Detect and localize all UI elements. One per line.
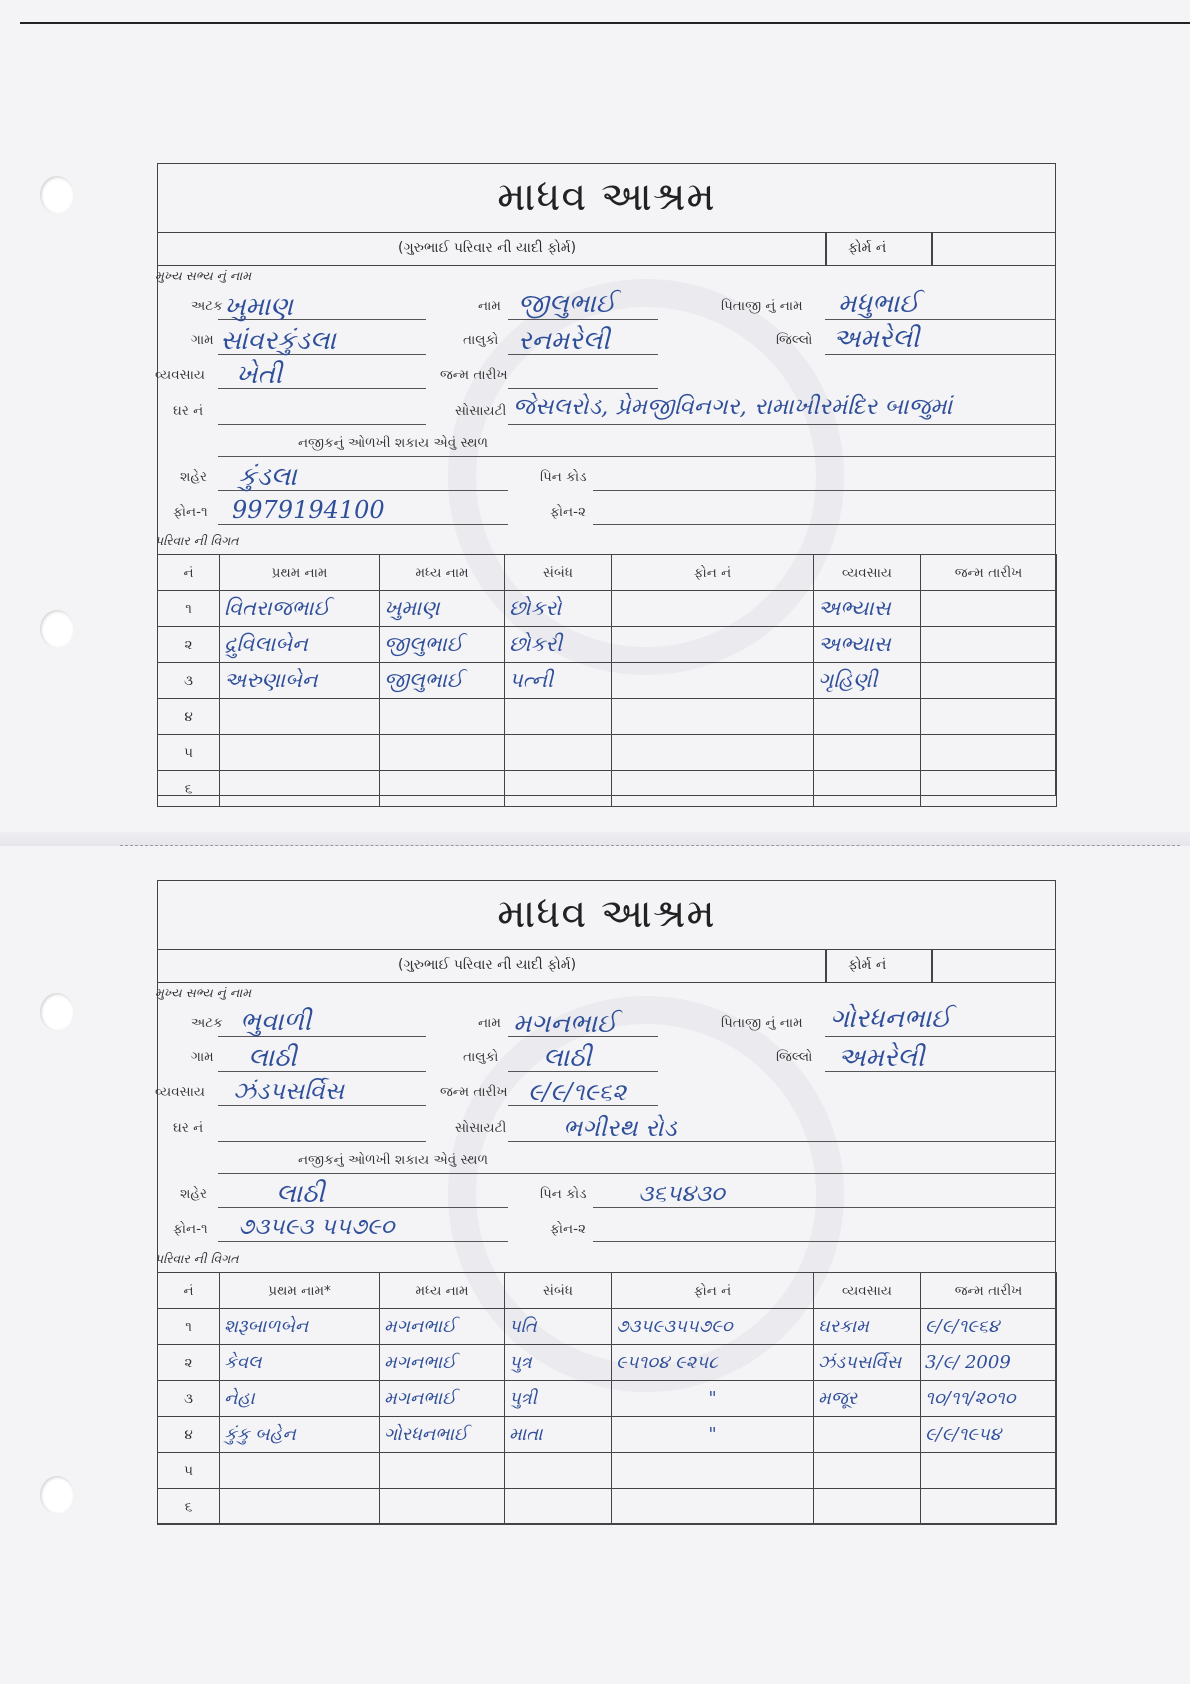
dob-cell[interactable]	[921, 1417, 1057, 1453]
phone-cell[interactable]	[612, 1345, 814, 1381]
first-name-cell[interactable]	[220, 1345, 380, 1381]
row-number: ૨	[158, 1345, 220, 1381]
name-value: જીલુભાઈ	[518, 289, 616, 319]
table-row	[158, 771, 1057, 807]
dob-value: ૯/૯/૧૯૬૨	[528, 1078, 627, 1106]
col-header: જન્મ તારીખ	[921, 1273, 1057, 1309]
row-number: ૩	[158, 1381, 220, 1417]
row-number: ૧	[158, 591, 220, 627]
society-value: ભગીરથ રોડ	[563, 1114, 677, 1142]
society-label: સોસાયટી	[455, 403, 507, 419]
row-number: ૧	[158, 1309, 220, 1345]
house-no-label: ઘર નં	[173, 1120, 204, 1136]
cell-value: 3/૯/ 2009	[925, 1352, 1011, 1373]
house-no-label: ઘર નં	[173, 403, 204, 419]
taluka-label: તાલુકો	[463, 332, 499, 348]
row-number: ૫	[158, 1453, 220, 1489]
table-row	[158, 735, 1057, 771]
middle-name-cell[interactable]	[380, 735, 505, 771]
cell-value: પુત્રી	[509, 1388, 537, 1409]
father-name-label: પિતાજી નું નામ	[721, 298, 803, 314]
phone-cell[interactable]	[612, 1489, 814, 1525]
dob-cell[interactable]	[921, 1489, 1057, 1525]
cell-value: કેવલ	[224, 1352, 262, 1373]
divider	[931, 233, 933, 265]
cell-value: મજૂર	[818, 1388, 858, 1409]
phone2-field[interactable]	[593, 524, 1055, 525]
district-label: જિલ્લો	[776, 332, 813, 348]
form-title: માધવ આશ્રમ	[497, 891, 716, 937]
surname-value: ખુમાણ	[224, 292, 293, 322]
district-label: જિલ્લો	[776, 1049, 813, 1065]
phone-cell[interactable]	[612, 1381, 814, 1417]
village-label: ગામ	[191, 332, 214, 348]
taluka-value: લાઠી	[543, 1043, 592, 1073]
col-header: વ્યવસાય	[814, 1273, 921, 1309]
first-name-cell[interactable]	[220, 663, 380, 699]
occupation-value: ખેતી	[236, 360, 283, 390]
phone1-field[interactable]	[218, 1241, 508, 1242]
middle-name-cell[interactable]	[380, 627, 505, 663]
cell-value: અભ્યાસ	[818, 596, 891, 620]
cell-value: પતિ	[509, 1316, 537, 1337]
cell-value: ૯/૯/૧૯૫૪	[925, 1424, 1001, 1445]
name-label: નામ	[478, 298, 501, 314]
divider	[931, 950, 933, 982]
row-number: ૩	[158, 663, 220, 699]
occupation-cell[interactable]	[814, 735, 921, 771]
phone2-field[interactable]	[593, 1241, 1055, 1242]
cell-value: મગનભાઈ	[384, 1388, 456, 1409]
table-row	[158, 591, 1057, 627]
middle-name-cell[interactable]	[380, 591, 505, 627]
form-number-label: ફોર્મ નં	[848, 240, 887, 256]
cell-value: ગૃહિણી	[818, 668, 878, 692]
occupation-cell[interactable]	[814, 627, 921, 663]
cell-value: છોકરી	[509, 632, 563, 656]
house-no-field[interactable]	[218, 424, 426, 425]
city-label: શહેર	[180, 1186, 207, 1202]
phone1-field[interactable]	[218, 524, 508, 525]
surname-label: અટક	[191, 1015, 223, 1031]
occupation-cell[interactable]	[814, 1489, 921, 1525]
pincode-field[interactable]	[593, 1207, 1055, 1208]
pincode-field[interactable]	[593, 490, 1055, 491]
occupation-cell[interactable]	[814, 1309, 921, 1345]
relation-cell[interactable]	[505, 1489, 612, 1525]
punch-hole	[40, 176, 74, 214]
relation-cell[interactable]	[505, 627, 612, 663]
pincode-label: પિન કોડ	[540, 1186, 587, 1202]
dob-cell[interactable]	[921, 699, 1057, 735]
relation-cell[interactable]	[505, 699, 612, 735]
dob-cell[interactable]	[921, 735, 1057, 771]
table-row	[158, 699, 1057, 735]
phone-cell[interactable]	[612, 591, 814, 627]
cell-value: જીલુભાઈ	[384, 632, 463, 656]
col-header: ફોન નં	[612, 555, 814, 591]
relation-cell[interactable]	[505, 771, 612, 807]
first-name-cell[interactable]	[220, 699, 380, 735]
cell-value: અભ્યાસ	[818, 632, 891, 656]
middle-name-cell[interactable]	[380, 1345, 505, 1381]
relation-cell[interactable]	[505, 735, 612, 771]
col-header: મધ્ય નામ	[380, 1273, 505, 1309]
family-table	[157, 1272, 1057, 1525]
relation-cell[interactable]	[505, 1453, 612, 1489]
form-subheader	[158, 949, 1055, 983]
occupation-cell[interactable]	[814, 663, 921, 699]
phone-cell[interactable]	[612, 699, 814, 735]
phone-cell[interactable]	[612, 1453, 814, 1489]
first-name-cell[interactable]	[220, 771, 380, 807]
first-name-cell[interactable]	[220, 591, 380, 627]
dob-cell[interactable]	[921, 663, 1057, 699]
cell-value: ઘરકામ	[818, 1316, 869, 1337]
society-label: સોસાયટી	[455, 1120, 507, 1136]
cell-value: મગનભાઈ	[384, 1352, 456, 1373]
society-value: જેસલરોડ, પ્રેમજીવિનગર, રામાખીરમંદિર બાજુમાં	[513, 394, 953, 420]
cell-value: જીલુભાઈ	[384, 668, 463, 692]
phone1-label: ફોન-૧	[173, 1221, 208, 1237]
city-value: લાઠી	[276, 1179, 325, 1209]
cell-value: ૭૩૫૯૩૫૫૭૯૦	[616, 1316, 733, 1337]
village-value: સાંવરકુંડલા	[220, 326, 336, 356]
relation-cell[interactable]	[505, 1381, 612, 1417]
punch-hole	[40, 610, 74, 648]
name-label: નામ	[478, 1015, 501, 1031]
col-header: પ્રથમ નામ	[220, 555, 380, 591]
village-label: ગામ	[191, 1049, 214, 1065]
occupation-cell[interactable]	[814, 1345, 921, 1381]
dob-cell[interactable]	[921, 1345, 1057, 1381]
first-name-cell[interactable]	[220, 1489, 380, 1525]
table-row	[158, 627, 1057, 663]
surname-label: અટક	[191, 298, 223, 314]
relation-cell[interactable]	[505, 1345, 612, 1381]
first-name-cell[interactable]	[220, 1381, 380, 1417]
occupation-cell[interactable]	[814, 1381, 921, 1417]
dob-label: જન્મ તારીખ	[440, 1084, 508, 1100]
row-number: ૪	[158, 1417, 220, 1453]
section-family: પરિવાર ની વિગત	[155, 1251, 239, 1266]
cell-value: ૯૫૧૦૪ ૯૨૫૮	[616, 1352, 718, 1373]
first-name-cell[interactable]	[220, 1417, 380, 1453]
phone2-label: ફોન-૨	[550, 504, 586, 520]
father-name-value: ગોરધનભાઈ	[830, 1004, 952, 1034]
occupation-field[interactable]	[218, 1105, 426, 1106]
dob-cell[interactable]	[921, 591, 1057, 627]
dob-cell[interactable]	[921, 1453, 1057, 1489]
middle-name-cell[interactable]	[380, 1381, 505, 1417]
phone1-label: ફોન-૧	[173, 504, 208, 520]
table-header-row	[158, 1273, 1057, 1309]
first-name-cell[interactable]	[220, 1453, 380, 1489]
district-value: અમરેલી	[838, 1043, 925, 1073]
father-name-value: મધુભાઈ	[838, 289, 920, 319]
name-field[interactable]	[508, 319, 658, 320]
occupation-cell[interactable]	[814, 591, 921, 627]
village-value: લાઠી	[248, 1043, 297, 1073]
cell-value: ખુમાણ	[384, 596, 440, 620]
father-name-field[interactable]	[825, 1036, 1055, 1037]
dob-cell[interactable]	[921, 771, 1057, 807]
table-row	[158, 1453, 1057, 1489]
middle-name-cell[interactable]	[380, 1417, 505, 1453]
phone-cell[interactable]	[612, 735, 814, 771]
cell-value: કુંકુ બહેન	[224, 1424, 296, 1445]
col-header: જન્મ તારીખ	[921, 555, 1057, 591]
relation-cell[interactable]	[505, 663, 612, 699]
dob-cell[interactable]	[921, 1381, 1057, 1417]
middle-name-cell[interactable]	[380, 699, 505, 735]
landmark-label: નજીકનું ઓળખી શકાય એવું સ્થળ	[298, 435, 489, 451]
cell-value: મગનભાઈ	[384, 1316, 456, 1337]
phone-cell[interactable]	[612, 1417, 814, 1453]
occupation-label: વ્યવસાય	[155, 1084, 205, 1100]
first-name-cell[interactable]	[220, 735, 380, 771]
table-header-row	[158, 555, 1057, 591]
col-header: નં	[158, 1273, 220, 1309]
section-family: પરિવાર ની વિગત	[155, 533, 239, 548]
district-field[interactable]	[825, 354, 1055, 355]
table-row	[158, 1309, 1057, 1345]
occupation-cell[interactable]	[814, 699, 921, 735]
table-row	[158, 1381, 1057, 1417]
landmark-field[interactable]	[218, 1173, 1055, 1174]
district-value: અમરેલી	[833, 324, 920, 354]
section-main-member: મુખ્ય સભ્ય નું નામ	[155, 985, 252, 1000]
family-form-1	[157, 163, 1056, 796]
cut-line	[120, 845, 1180, 846]
punch-hole	[40, 1476, 74, 1514]
family-table	[157, 554, 1057, 807]
relation-cell[interactable]	[505, 1309, 612, 1345]
landmark-field[interactable]	[218, 456, 1055, 457]
taluka-label: તાલુકો	[463, 1049, 499, 1065]
relation-cell[interactable]	[505, 591, 612, 627]
divider	[825, 233, 827, 265]
table-row	[158, 1417, 1057, 1453]
cell-value: શરૂબાળબેન	[224, 1316, 309, 1337]
pincode-value: ૩૬૫૪૩૦	[638, 1181, 725, 1207]
father-name-field[interactable]	[825, 319, 1055, 320]
pincode-label: પિન કોડ	[540, 469, 587, 485]
occupation-value: ઝંડપસર્વિસ	[233, 1077, 344, 1105]
row-number: ૬	[158, 1489, 220, 1525]
middle-name-cell[interactable]	[380, 663, 505, 699]
col-header: સંબંધ	[505, 555, 612, 591]
col-header: સંબંધ	[505, 1273, 612, 1309]
cell-value: "	[708, 1424, 717, 1445]
house-no-field[interactable]	[218, 1141, 426, 1142]
row-number: ૬	[158, 771, 220, 807]
middle-name-cell[interactable]	[380, 1489, 505, 1525]
taluka-value: રનમરેલી	[518, 326, 610, 356]
phone1-value: ૭૩૫૯૩ ૫૫૭૯૦	[238, 1214, 395, 1240]
occupation-label: વ્યવસાય	[155, 367, 205, 383]
section-main-member: મુખ્ય સભ્ય નું નામ	[155, 268, 252, 283]
cell-value: ઝંડપસર્વિસ	[818, 1352, 902, 1373]
society-field[interactable]	[508, 424, 1055, 425]
cell-value: ગોરધનભાઈ	[384, 1424, 468, 1445]
phone1-value: 9979194100	[232, 496, 385, 524]
cell-value: છોકરો	[509, 596, 562, 620]
col-header: પ્રથમ નામ*	[220, 1273, 380, 1309]
father-name-label: પિતાજી નું નામ	[721, 1015, 803, 1031]
cell-value: પુત્ર	[509, 1352, 532, 1373]
col-header: મધ્ય નામ	[380, 555, 505, 591]
relation-cell[interactable]	[505, 1417, 612, 1453]
phone-cell[interactable]	[612, 663, 814, 699]
row-number: ૫	[158, 735, 220, 771]
city-field[interactable]	[218, 1207, 508, 1208]
first-name-cell[interactable]	[220, 627, 380, 663]
form-subheader	[158, 232, 1055, 266]
col-header: નં	[158, 555, 220, 591]
city-value: કુંડલા	[238, 462, 297, 492]
cell-value: પત્ની	[509, 668, 554, 692]
name-value: મગનભાઈ	[513, 1009, 617, 1039]
cell-value: નેહા	[224, 1388, 255, 1409]
middle-name-cell[interactable]	[380, 1453, 505, 1489]
form-title: માધવ આશ્રમ	[497, 174, 716, 220]
form-subtitle: (ગુરુભાઈ પરિવાર ની યાદી ફોર્મ)	[398, 957, 577, 973]
phone-cell[interactable]	[612, 771, 814, 807]
phone2-label: ફોન-૨	[550, 1221, 586, 1237]
col-header: ફોન નં	[612, 1273, 814, 1309]
occupation-cell[interactable]	[814, 1453, 921, 1489]
middle-name-cell[interactable]	[380, 1309, 505, 1345]
landmark-label: નજીકનું ઓળખી શકાય એવું સ્થળ	[298, 1152, 489, 1168]
surname-value: ભુવાળી	[240, 1007, 312, 1037]
dob-cell[interactable]	[921, 1309, 1057, 1345]
occupation-cell[interactable]	[814, 1417, 921, 1453]
first-name-cell[interactable]	[220, 1309, 380, 1345]
cell-value: ૧૦/૧૧/૨૦૧૦	[925, 1388, 1016, 1409]
cell-value: ૯/૯/૧૯૬૪	[925, 1316, 1000, 1337]
table-row	[158, 1489, 1057, 1525]
dob-label: જન્મ તારીખ	[440, 367, 508, 383]
col-header: વ્યવસાય	[814, 555, 921, 591]
divider	[825, 950, 827, 982]
phone-cell[interactable]	[612, 627, 814, 663]
punch-hole	[40, 993, 74, 1031]
cell-value: અરુણાબેન	[224, 668, 318, 692]
dob-cell[interactable]	[921, 627, 1057, 663]
cell-value: દ્રુવિલાબેન	[224, 632, 308, 656]
cell-value: "	[708, 1388, 717, 1409]
family-form-2	[157, 880, 1056, 1524]
page-top-edge	[20, 22, 1190, 24]
city-label: શહેર	[180, 469, 207, 485]
paper-fold	[0, 832, 1190, 846]
row-number: ૪	[158, 699, 220, 735]
phone-cell[interactable]	[612, 1309, 814, 1345]
occupation-cell[interactable]	[814, 771, 921, 807]
table-row	[158, 1345, 1057, 1381]
middle-name-cell[interactable]	[380, 771, 505, 807]
dob-field[interactable]	[508, 388, 658, 389]
table-row	[158, 663, 1057, 699]
cell-value: વિતરાજભાઈ	[224, 596, 330, 620]
form-number-label: ફોર્મ નં	[848, 957, 887, 973]
form-subtitle: (ગુરુભાઈ પરિવાર ની યાદી ફોર્મ)	[398, 240, 577, 256]
row-number: ૨	[158, 627, 220, 663]
cell-value: માતા	[509, 1424, 543, 1445]
